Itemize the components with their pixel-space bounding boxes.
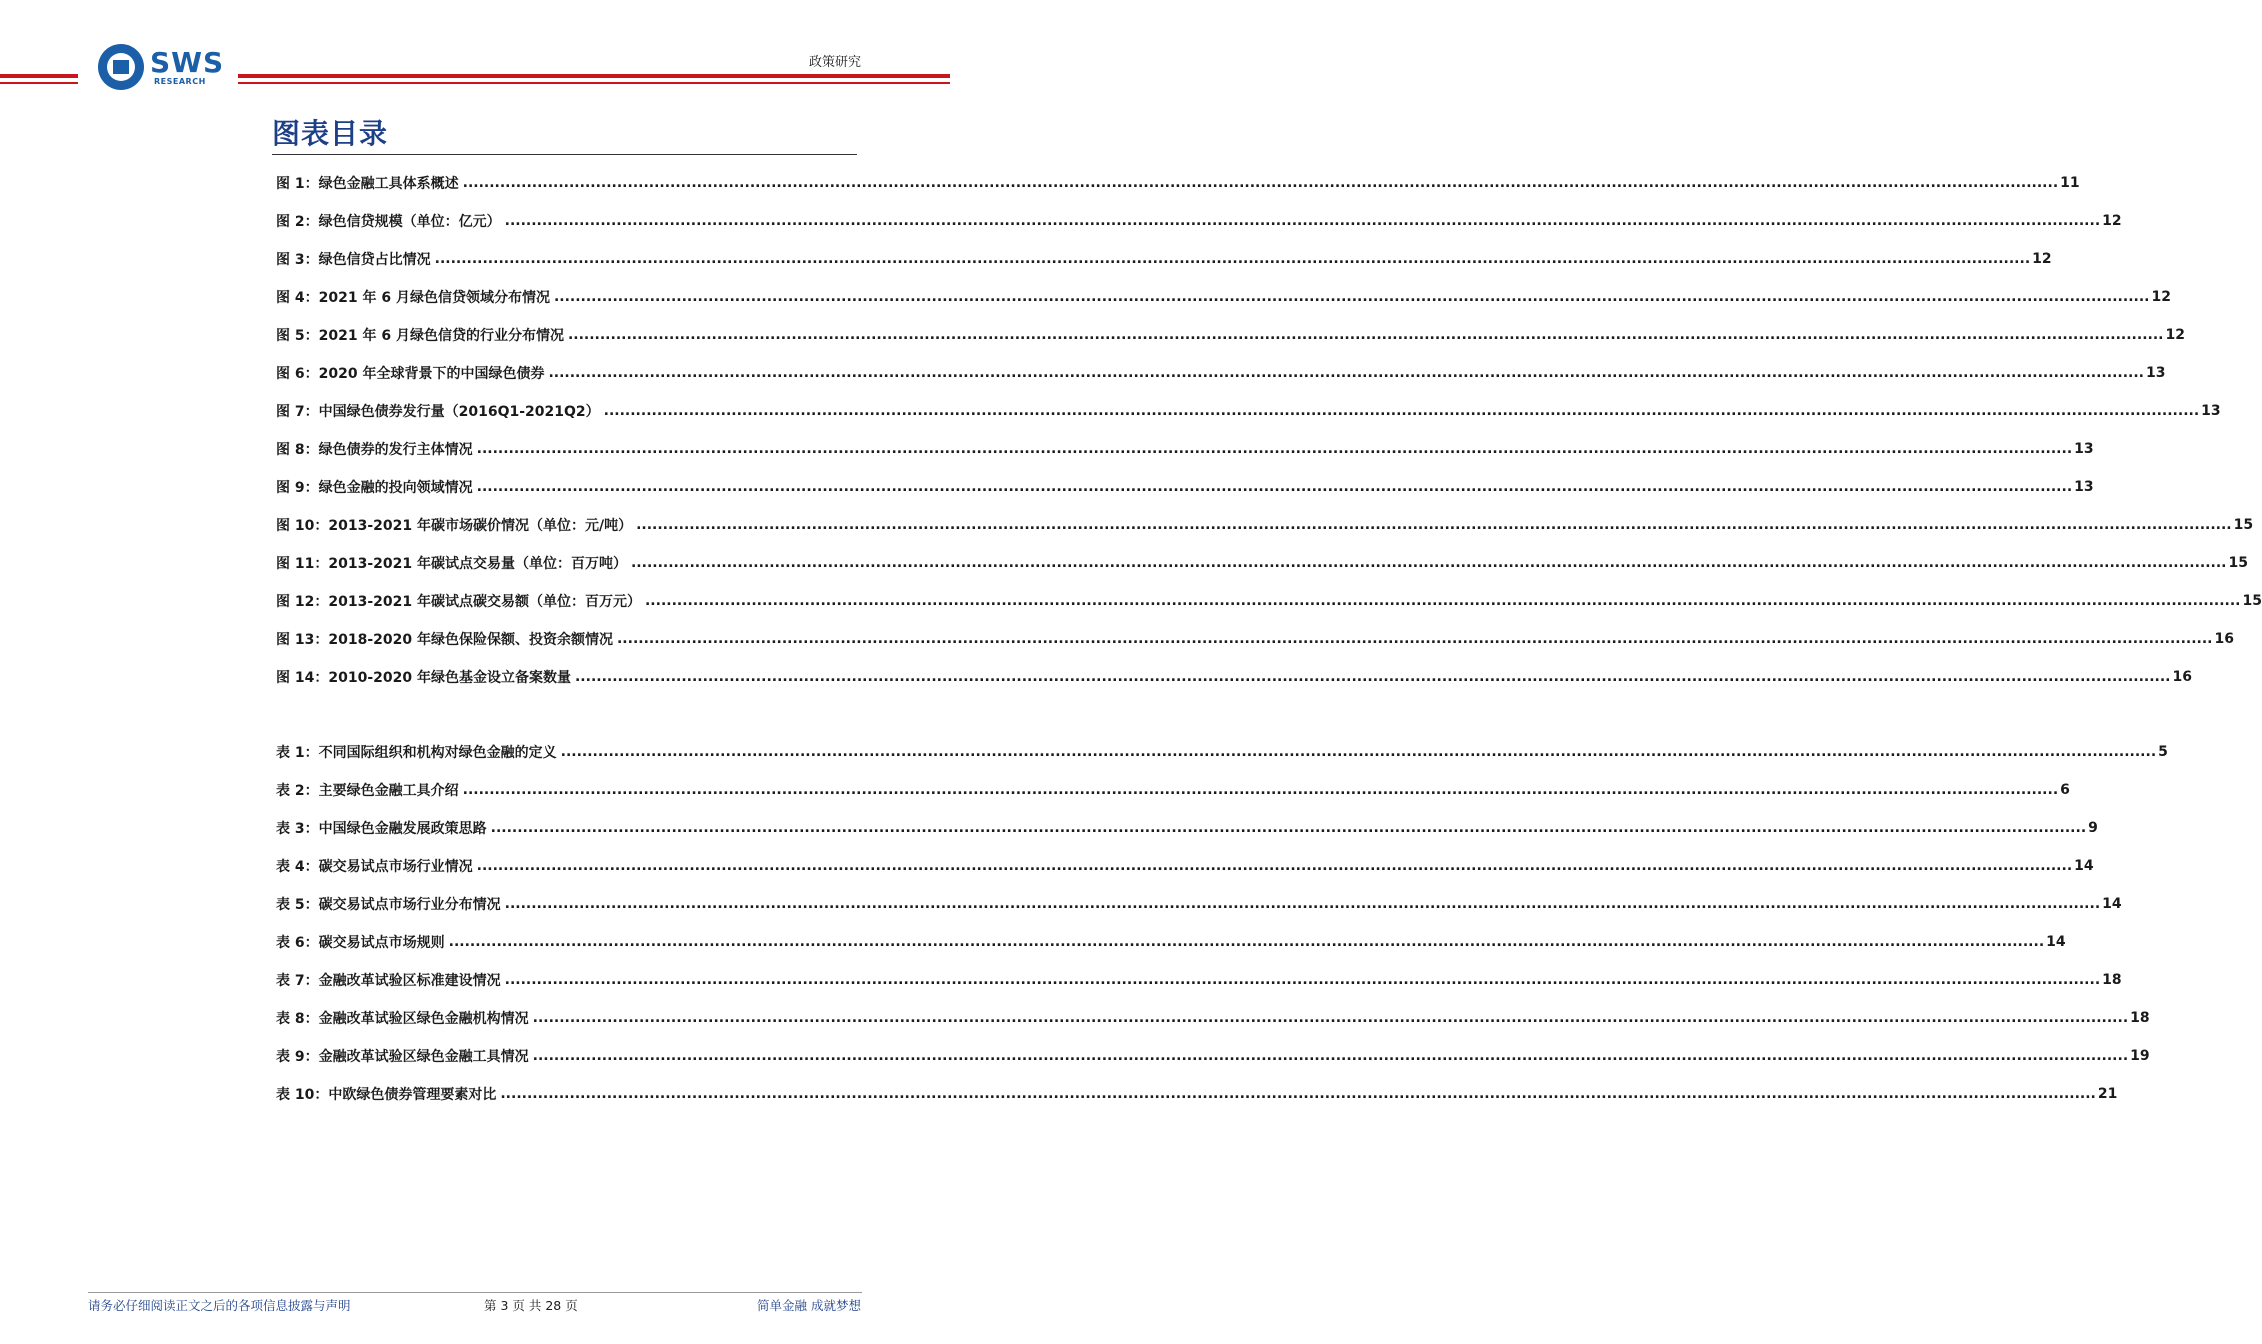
leader-dots: ............................................................................................................................................................................................................................................................................................................ (532, 1048, 2129, 1064)
figure-toc-row-label: 图 5：2021 年 6 月绿色信贷的行业分布情况 (276, 328, 564, 344)
table-toc-row[interactable] (276, 999, 2150, 1037)
leader-dots: ............................................................................................................................................................................................................................................................................................................ (630, 555, 2227, 571)
leader-dots: ............................................................................................................................................................................................................................................................................................................ (476, 441, 2073, 457)
table-toc-row-page: 18 (2130, 1010, 2150, 1026)
footer-disclaimer: 请务必仔细阅读正文之后的各项信息披露与声明 (88, 1298, 351, 1313)
table-toc-row-page: 6 (2060, 782, 2070, 798)
leader-dots: ............................................................................................................................................................................................................................................................................................................ (448, 934, 2045, 950)
page-title: 图表目录 (272, 117, 389, 150)
logo-text: SWS (150, 46, 225, 79)
figure-toc-row-page: 16 (2214, 631, 2234, 647)
leader-dots: ............................................................................................................................................................................................................................................................................................................ (574, 669, 2171, 685)
figure-toc-row-page: 12 (2151, 289, 2171, 305)
document-type: 政策研究 (808, 55, 861, 70)
table-toc-row-page: 9 (2088, 820, 2098, 836)
leader-dots: ............................................................................................................................................................................................................................................................................................................ (504, 896, 2101, 912)
table-toc-row[interactable] (276, 771, 2070, 809)
title-divider (272, 154, 857, 155)
leader-dots: ............................................................................................................................................................................................................................................................................................................ (504, 972, 2101, 988)
leader-dots: ............................................................................................................................................................................................................................................................................................................ (476, 479, 2073, 495)
figure-toc-row-page: 13 (2201, 403, 2221, 419)
figure-toc-row[interactable] (276, 582, 2262, 620)
figure-toc-row[interactable] (276, 316, 2185, 354)
figure-toc-row[interactable] (276, 354, 2166, 392)
table-toc-row[interactable] (276, 847, 2094, 885)
table-toc-row-page: 5 (2158, 744, 2168, 760)
figure-toc-row-page: 12 (2165, 327, 2185, 343)
figure-toc-row-label: 图 2：绿色信贷规模（单位：亿元） (276, 214, 501, 230)
figure-toc-row-label: 图 8：绿色债券的发行主体情况 (276, 442, 473, 458)
table-toc-row-label: 表 8：金融改革试验区绿色金融机构情况 (276, 1011, 529, 1027)
leader-dots: ............................................................................................................................................................................................................................................................................................................ (548, 365, 2144, 381)
leader-dots: ............................................................................................................................................................................................................................................................................................................ (560, 744, 2157, 760)
figure-toc-row-label: 图 11：2013-2021 年碳试点交易量（单位：百万吨） (276, 556, 627, 572)
table-toc-row-page: 14 (2102, 896, 2122, 912)
table-toc-row-label: 表 10：中欧绿色债券管理要素对比 (276, 1087, 497, 1103)
figure-toc-row-page: 15 (2233, 517, 2254, 533)
table-toc-row-label: 表 6：碳交易试点市场规则 (276, 935, 445, 951)
figure-toc-row[interactable] (276, 620, 2234, 658)
table-toc-row[interactable] (276, 809, 2098, 847)
leader-dots: ............................................................................................................................................................................................................................................................................................................ (434, 251, 2031, 267)
figure-toc-row-label: 图 1：绿色金融工具体系概述 (276, 176, 459, 192)
figure-toc-row-label: 图 14：2010-2020 年绿色基金设立备案数量 (276, 670, 571, 686)
logo-mark-icon (98, 44, 144, 90)
header-rule-right (238, 74, 950, 78)
footer-page-info: 第 3 页 共 28 页 (484, 1298, 578, 1313)
figure-toc-row-label: 图 9：绿色金融的投向领域情况 (276, 480, 473, 496)
figure-toc-row-label: 图 12：2013-2021 年碳试点碳交易额（单位：百万元） (276, 594, 641, 610)
figure-toc-row-page: 12 (2102, 213, 2122, 229)
leader-dots: ............................................................................................................................................................................................................................................................................................................ (553, 289, 2150, 305)
table-toc-row[interactable] (276, 885, 2122, 923)
leader-dots: ............................................................................................................................................................................................................................................................................................................ (616, 631, 2213, 647)
leader-dots: ............................................................................................................................................................................................................................................................................................................ (644, 593, 2241, 609)
figure-toc-row-label: 图 3：绿色信贷占比情况 (276, 252, 431, 268)
leader-dots: ............................................................................................................................................................................................................................................................................................................ (504, 213, 2101, 229)
figure-toc-row[interactable] (276, 544, 2248, 582)
table-toc-row-page: 14 (2046, 934, 2066, 950)
table-toc-row-label: 表 7：金融改革试验区标准建设情况 (276, 973, 501, 989)
leader-dots: ............................................................................................................................................................................................................................................................................................................ (462, 782, 2059, 798)
figure-toc-row-page: 15 (2242, 593, 2262, 609)
leader-dots: ............................................................................................................................................................................................................................................................................................................ (462, 175, 2059, 191)
figure-toc-row-page: 13 (2145, 365, 2166, 381)
table-toc-row-label: 表 5：碳交易试点市场行业分布情况 (276, 897, 501, 913)
leader-dots: ............................................................................................................................................................................................................................................................................................................ (603, 403, 2200, 419)
figure-list (276, 164, 2262, 696)
figure-toc-row-label: 图 7：中国绿色债券发行量（2016Q1-2021Q2） (276, 404, 600, 420)
figure-toc-row[interactable] (276, 278, 2171, 316)
leader-dots: ............................................................................................................................................................................................................................................................................................................ (500, 1086, 2096, 1102)
figure-toc-row-label: 图 10：2013-2021 年碳市场碳价情况（单位：元/吨） (276, 518, 633, 534)
sws-logo (98, 42, 238, 92)
logo-subtext: RESEARCH (154, 77, 206, 86)
table-toc-row-page: 18 (2102, 972, 2122, 988)
table-toc-row-label: 表 9：金融改革试验区绿色金融工具情况 (276, 1049, 529, 1065)
header-rule-left (0, 74, 78, 78)
leader-dots: ............................................................................................................................................................................................................................................................................................................ (567, 327, 2164, 343)
figure-toc-row[interactable] (276, 468, 2094, 506)
figure-toc-row[interactable] (276, 240, 2052, 278)
table-toc-row[interactable] (276, 961, 2122, 999)
figure-toc-row-label: 图 13：2018-2020 年绿色保险保额、投资余额情况 (276, 632, 613, 648)
leader-dots: ............................................................................................................................................................................................................................................................................................................ (490, 820, 2087, 836)
table-toc-row[interactable] (276, 733, 2168, 771)
figure-toc-row-page: 12 (2032, 251, 2052, 267)
leader-dots: ............................................................................................................................................................................................................................................................................................................ (636, 517, 2232, 533)
header-rule-left-thin (0, 82, 78, 84)
table-toc-row-page: 21 (2097, 1086, 2118, 1102)
figure-toc-row-page: 13 (2074, 479, 2094, 495)
table-toc-row-label: 表 4：碳交易试点市场行业情况 (276, 859, 473, 875)
figure-toc-row[interactable] (276, 658, 2192, 696)
table-toc-row-page: 14 (2074, 858, 2094, 874)
figure-toc-row[interactable] (276, 506, 2254, 544)
table-toc-row[interactable] (276, 1037, 2150, 1075)
figure-toc-row[interactable] (276, 164, 2080, 202)
figure-toc-row[interactable] (276, 430, 2094, 468)
table-toc-row-page: 19 (2130, 1048, 2150, 1064)
figure-toc-row-page: 16 (2172, 669, 2192, 685)
table-toc-row[interactable] (276, 923, 2066, 961)
figure-toc-row-page: 13 (2074, 441, 2094, 457)
footer-slogan: 简单金融 成就梦想 (757, 1298, 861, 1313)
table-toc-row-label: 表 2：主要绿色金融工具介绍 (276, 783, 459, 799)
table-toc-row-label: 表 3：中国绿色金融发展政策思路 (276, 821, 487, 837)
figure-toc-row[interactable] (276, 392, 2221, 430)
table-list (276, 733, 2168, 1113)
figure-toc-row-page: 11 (2060, 175, 2080, 191)
figure-toc-row-label: 图 6：2020 年全球背景下的中国绿色债券 (276, 366, 545, 382)
table-toc-row[interactable] (276, 1075, 2118, 1113)
leader-dots: ............................................................................................................................................................................................................................................................................................................ (532, 1010, 2129, 1026)
leader-dots: ............................................................................................................................................................................................................................................................................................................ (476, 858, 2073, 874)
header-rule-right-thin (238, 82, 950, 84)
table-toc-row-label: 表 1：不同国际组织和机构对绿色金融的定义 (276, 745, 557, 761)
footer-divider (88, 1292, 862, 1293)
figure-toc-row[interactable] (276, 202, 2122, 240)
figure-toc-row-page: 15 (2228, 555, 2248, 571)
figure-toc-row-label: 图 4：2021 年 6 月绿色信贷领域分布情况 (276, 290, 550, 306)
